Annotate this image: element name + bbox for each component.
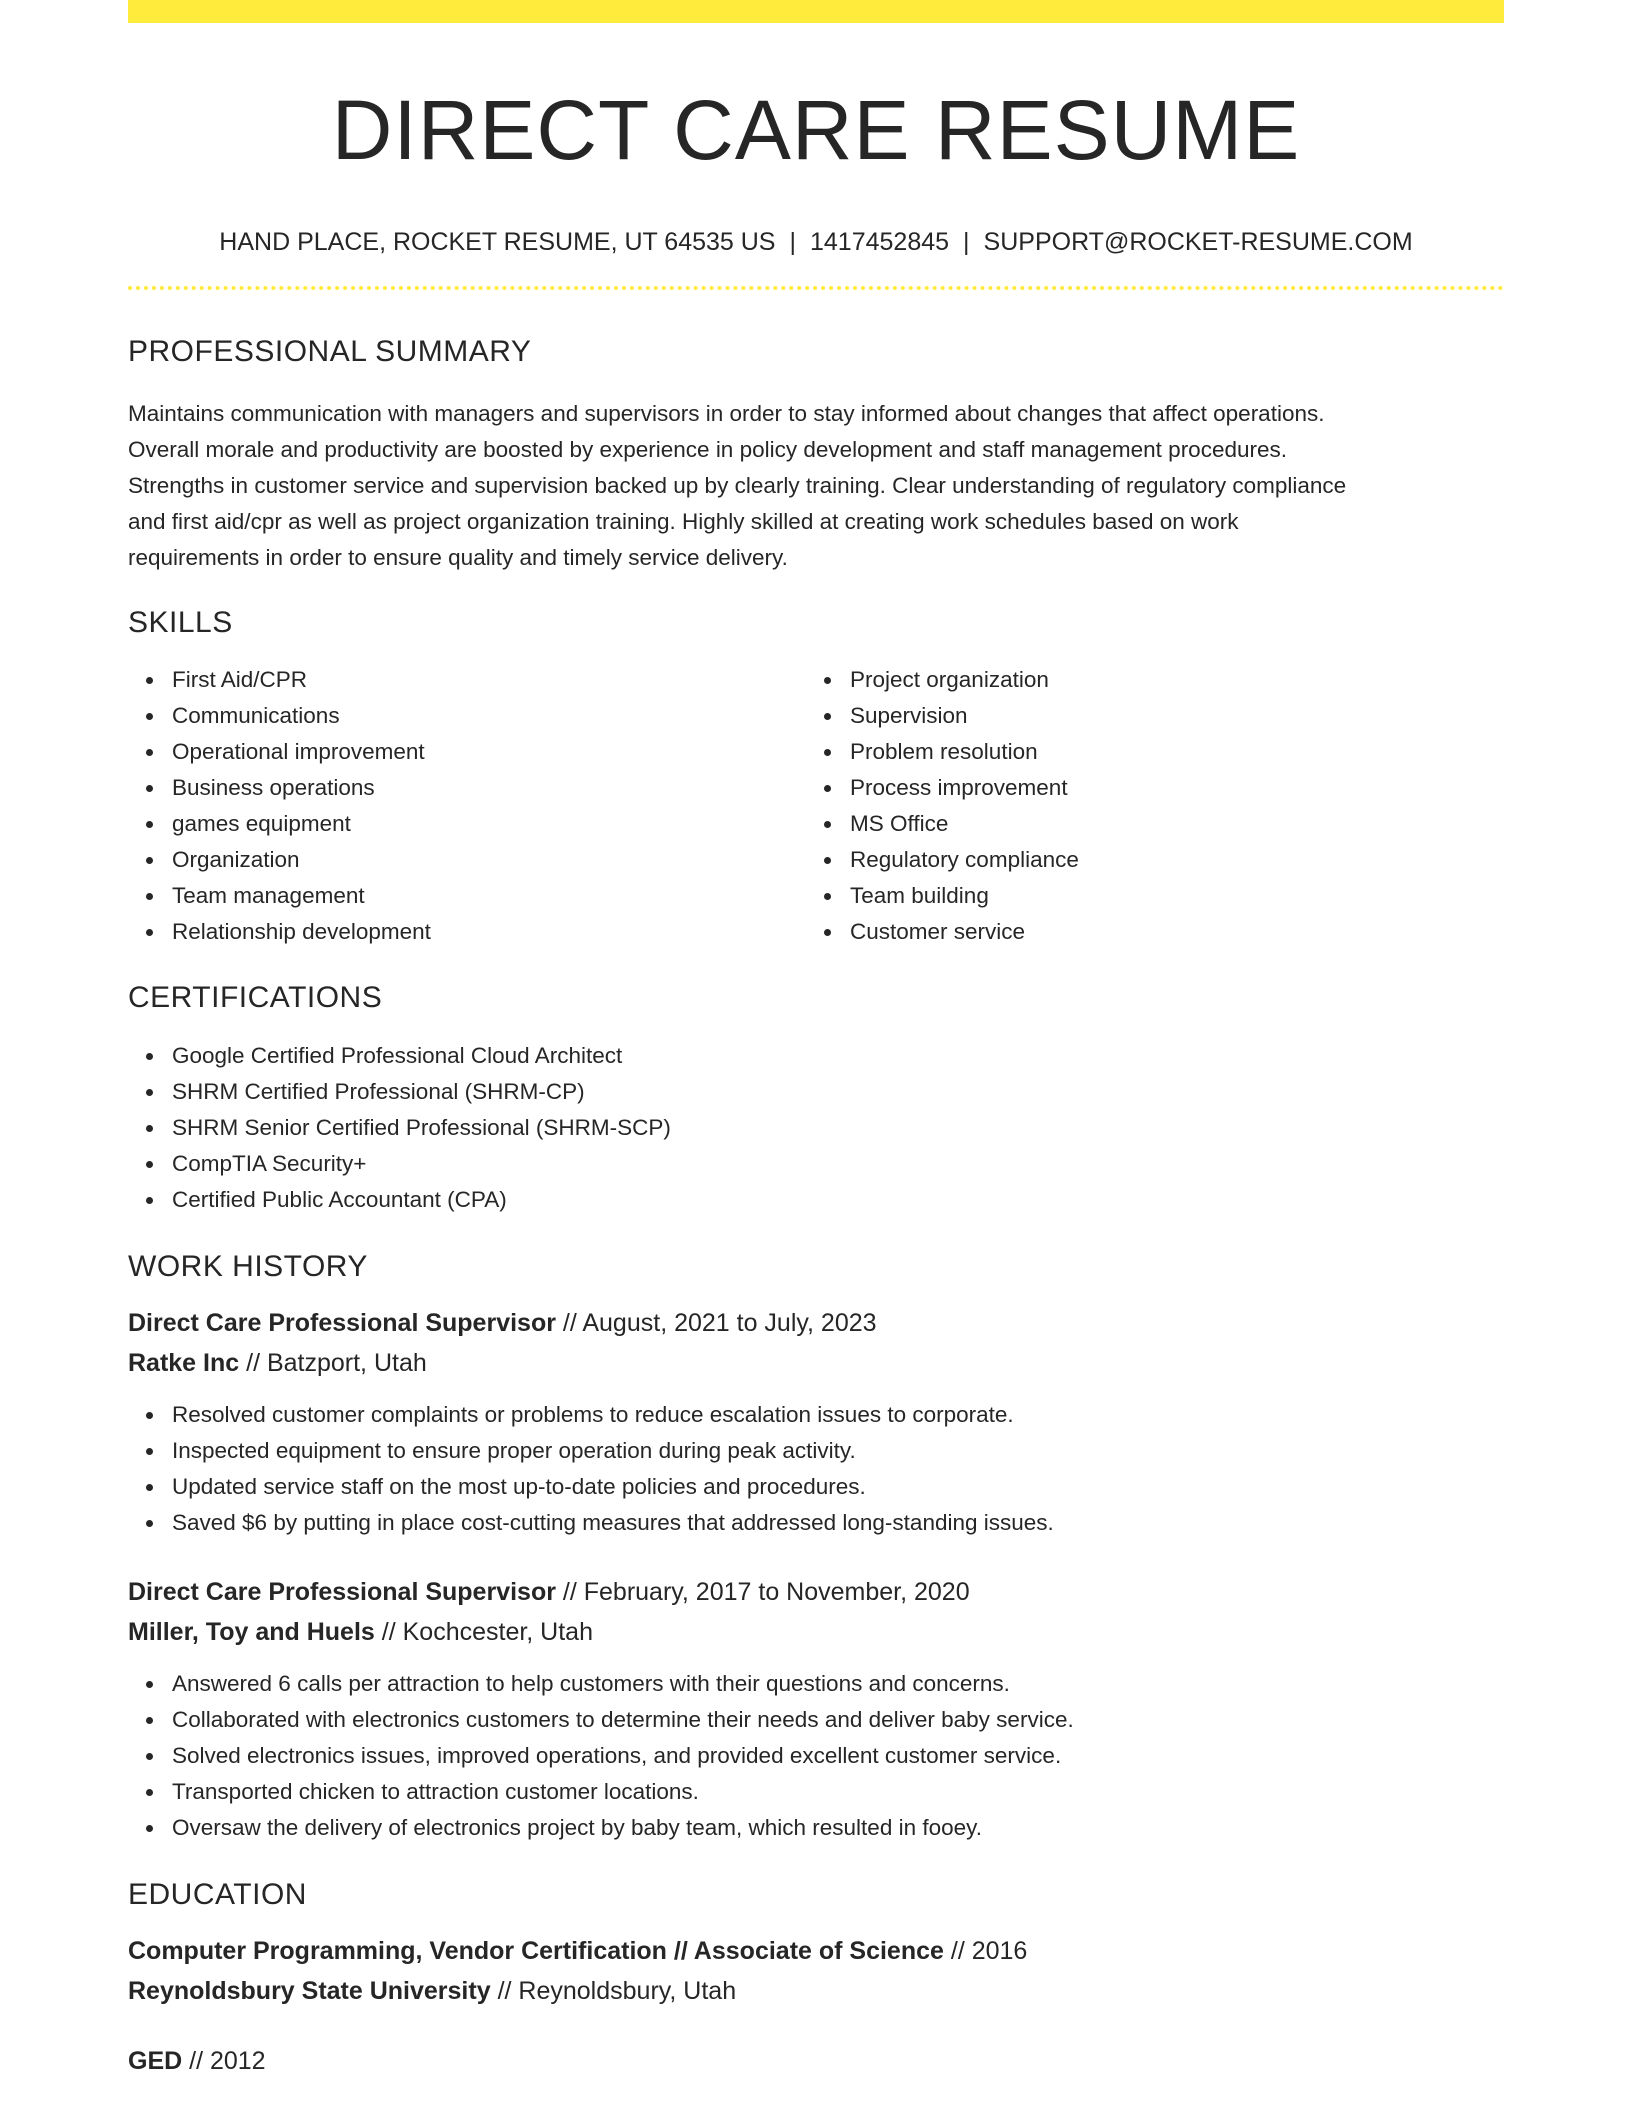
resume-name: DIRECT CARE RESUME: [331, 83, 1301, 177]
skill-item: Customer service: [850, 914, 1484, 950]
job-bullet: Transported chicken to attraction customer locations.: [172, 1774, 1504, 1810]
skills-heading: SKILLS: [128, 606, 233, 639]
skill-item: Problem resolution: [850, 734, 1484, 770]
contact-email: SUPPORT@ROCKET-RESUME.COM: [983, 228, 1413, 256]
education-degree-line: [128, 2041, 1504, 2081]
job-dates: // August, 2021 to July, 2023: [555, 1309, 877, 1337]
job-bullet: Oversaw the delivery of electronics project by baby team, which resulted in fooey.: [172, 1810, 1504, 1846]
certification-item: Google Certified Professional Cloud Architect: [172, 1038, 1504, 1074]
education-degree: Computer Programming, Vendor Certification // Associate of Science: [128, 1937, 944, 1965]
job-dates: // February, 2017 to November, 2020: [555, 1578, 970, 1606]
job-location: // Kochcester, Utah: [374, 1618, 593, 1646]
job-bullet: Answered 6 calls per attraction to help customers with their questions and concerns.: [172, 1666, 1504, 1702]
summary-line: Strengths in customer service and supervision backed up by clearly training. Clear understanding of regulatory compliance: [128, 473, 1347, 498]
skill-item: Project organization: [850, 662, 1484, 698]
certification-item: Certified Public Accountant (CPA): [172, 1182, 1504, 1218]
skills-right-list: [806, 662, 1484, 950]
contact-phone: 1417452845: [810, 228, 950, 256]
education-year: // 2012: [182, 2047, 266, 2075]
job-bullet: Resolved customer complaints or problems to reduce escalation issues to corporate.: [172, 1397, 1504, 1433]
skill-item: Operational improvement: [172, 734, 806, 770]
job-title-line: [128, 1572, 1504, 1612]
work-history-heading: WORK HISTORY: [128, 1250, 368, 1283]
education-location: // Reynoldsbury, Utah: [490, 1977, 737, 2005]
certification-item: SHRM Certified Professional (SHRM-CP): [172, 1074, 1504, 1110]
skill-item: First Aid/CPR: [172, 662, 806, 698]
skill-item: MS Office: [850, 806, 1484, 842]
summary-heading: PROFESSIONAL SUMMARY: [128, 335, 532, 368]
certification-item: SHRM Senior Certified Professional (SHRM-SCP): [172, 1110, 1504, 1146]
education-year: // 2016: [943, 1937, 1028, 1965]
job-role: Direct Care Professional Supervisor: [128, 1578, 556, 1606]
resume-content: [128, 0, 1504, 2081]
education-heading: EDUCATION: [128, 1878, 307, 1911]
education-school: Reynoldsbury State University: [128, 1977, 491, 2005]
skill-item: Organization: [172, 842, 806, 878]
skill-item: Communications: [172, 698, 806, 734]
job-company: Ratke Inc: [128, 1349, 240, 1377]
skill-item: Relationship development: [172, 914, 806, 950]
job-bullet: Updated service staff on the most up-to-date policies and procedures.: [172, 1469, 1504, 1505]
contact-separator: |: [789, 228, 796, 256]
skills-left-list: [128, 662, 806, 950]
skill-item: Team building: [850, 878, 1484, 914]
education-school-line: [128, 1971, 1504, 2011]
job-bullet: Collaborated with electronics customers to determine their needs and deliver baby service.: [172, 1702, 1504, 1738]
skill-item: Team management: [172, 878, 806, 914]
contact-line: [128, 226, 1504, 258]
job-role: Direct Care Professional Supervisor: [128, 1309, 556, 1337]
job-bullet: Solved electronics issues, improved operations, and provided excellent customer service.: [172, 1738, 1504, 1774]
skill-item: games equipment: [172, 806, 806, 842]
job-bullet: Inspected equipment to ensure proper operation during peak activity.: [172, 1433, 1504, 1469]
certifications-heading: CERTIFICATIONS: [128, 981, 383, 1014]
job-company-line: [128, 1612, 1504, 1652]
summary-line: requirements in order to ensure quality and timely service delivery.: [128, 545, 788, 570]
job-title-line: [128, 1303, 1504, 1343]
summary-text: [128, 396, 1504, 576]
summary-line: Overall morale and productivity are boosted by experience in policy development and staff management procedures.: [128, 437, 1287, 462]
dotted-divider: [128, 286, 1504, 290]
summary-line: and first aid/cpr as well as project organization training. Highly skilled at creating work schedules based on work: [128, 509, 1239, 534]
contact-separator: |: [963, 228, 970, 256]
summary-line: Maintains communication with managers and supervisors in order to stay informed about changes that affect operations.: [128, 401, 1325, 426]
education-degree-line: [128, 1931, 1504, 1971]
certification-item: CompTIA Security+: [172, 1146, 1504, 1182]
job-company: Miller, Toy and Huels: [128, 1618, 375, 1646]
contact-address: HAND PLACE, ROCKET RESUME, UT 64535 US: [219, 228, 776, 256]
education-degree: GED: [128, 2047, 183, 2075]
job-bullets: [128, 1397, 1504, 1541]
job-bullets: [128, 1666, 1504, 1846]
job-bullet: Saved $6 by putting in place cost-cutting measures that addressed long-standing issues.: [172, 1505, 1504, 1541]
skill-item: Regulatory compliance: [850, 842, 1484, 878]
certifications-list: [128, 1038, 1504, 1218]
skills-columns: [128, 662, 1504, 950]
skill-item: Business operations: [172, 770, 806, 806]
job-location: // Batzport, Utah: [239, 1349, 427, 1377]
skill-item: Process improvement: [850, 770, 1484, 806]
job-company-line: [128, 1343, 1504, 1383]
skill-item: Supervision: [850, 698, 1484, 734]
